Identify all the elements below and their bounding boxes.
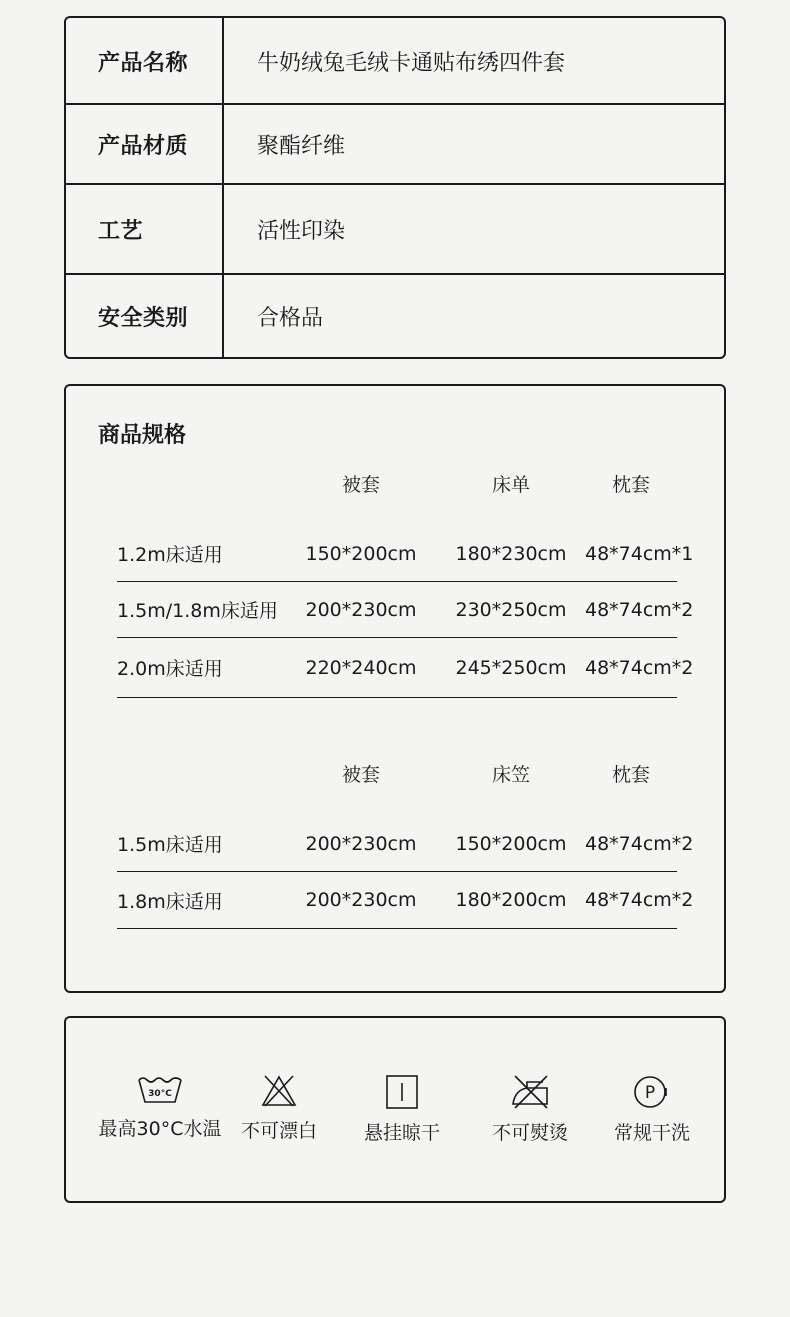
table-cell: 180*200cm [455,889,567,911]
table-cell: 48*74cm*2 [585,832,694,855]
info-row-material [66,104,724,184]
table-cell: 245*250cm [455,656,567,679]
table-cell: 200*230cm [305,832,417,855]
table-row [117,526,694,582]
table-cell: 150*200cm [305,542,417,565]
table-cell: 200*230cm [305,889,417,911]
info-row-craft [66,184,724,274]
hang-dry-icon [385,1074,419,1110]
dry-clean-letter: P [644,1083,656,1103]
table-cell: 150*200cm [455,832,567,855]
care-label: 常规干洗 [613,1122,690,1144]
info-key: 产品名称 [98,50,189,76]
header-cell: 被套 [341,473,380,496]
table-header [117,464,677,502]
info-key: 安全类别 [98,306,189,331]
info-key: 产品材质 [98,133,189,159]
header-cell: 枕套 [611,763,650,786]
table-cell: 48*74cm*2 [585,889,694,911]
spec-title: 商品规格 [98,423,187,448]
product-info-table [64,16,726,359]
info-row-name [66,18,724,104]
care-label: 最高30°C水温 [98,1118,222,1140]
info-value: 牛奶绒兔毛绒卡通贴布绣四件套 [257,50,566,76]
header-cell: 床笠 [491,763,530,786]
table-row [117,582,694,638]
care-item-hang-dry [340,1074,464,1145]
care-item-dry-clean [590,1074,714,1145]
table-cell: 220*240cm [305,656,417,679]
table-header [117,754,677,792]
table-cell: 1.2m床适用 [117,544,223,566]
table-cell: 180*230cm [455,542,567,565]
table-row [117,816,694,872]
spec-table-1 [117,464,694,698]
info-value: 活性印染 [257,218,346,244]
header-cell: 床单 [491,473,530,496]
info-value: 聚酯纤维 [257,133,346,159]
no-bleach-icon [259,1074,299,1108]
care-item-no-bleach [217,1074,341,1143]
care-item-wash [98,1074,222,1141]
table-cell: 2.0m床适用 [117,658,223,680]
dry-clean-p-icon [633,1074,671,1110]
care-label: 不可漂白 [240,1120,317,1142]
spec-section [64,384,726,993]
wash-temp-text: 30°C [148,1089,172,1099]
table-cell: 230*250cm [455,598,567,621]
info-value: 合格品 [257,306,324,331]
header-cell: 枕套 [611,473,650,496]
spec-table-2 [117,754,694,929]
table-cell: 1.5m床适用 [117,834,223,856]
table-cell: 200*230cm [305,598,417,621]
table-cell: 1.5m/1.8m床适用 [117,600,278,622]
table-cell: 48*74cm*1 [585,542,694,565]
care-label: 不可熨烫 [491,1122,568,1144]
table-cell: 48*74cm*2 [585,656,694,679]
table-row [117,872,694,929]
table-cell: 1.8m床适用 [117,890,223,913]
no-iron-icon [509,1074,551,1110]
info-row-safety [66,274,724,359]
care-instructions [64,1016,726,1203]
table-row [117,638,694,698]
header-cell: 被套 [341,763,380,786]
care-item-no-iron [468,1074,592,1145]
wash-30-icon [137,1074,183,1106]
table-cell: 48*74cm*2 [585,598,694,621]
care-label: 悬挂晾干 [363,1122,440,1144]
info-key: 工艺 [98,218,144,244]
